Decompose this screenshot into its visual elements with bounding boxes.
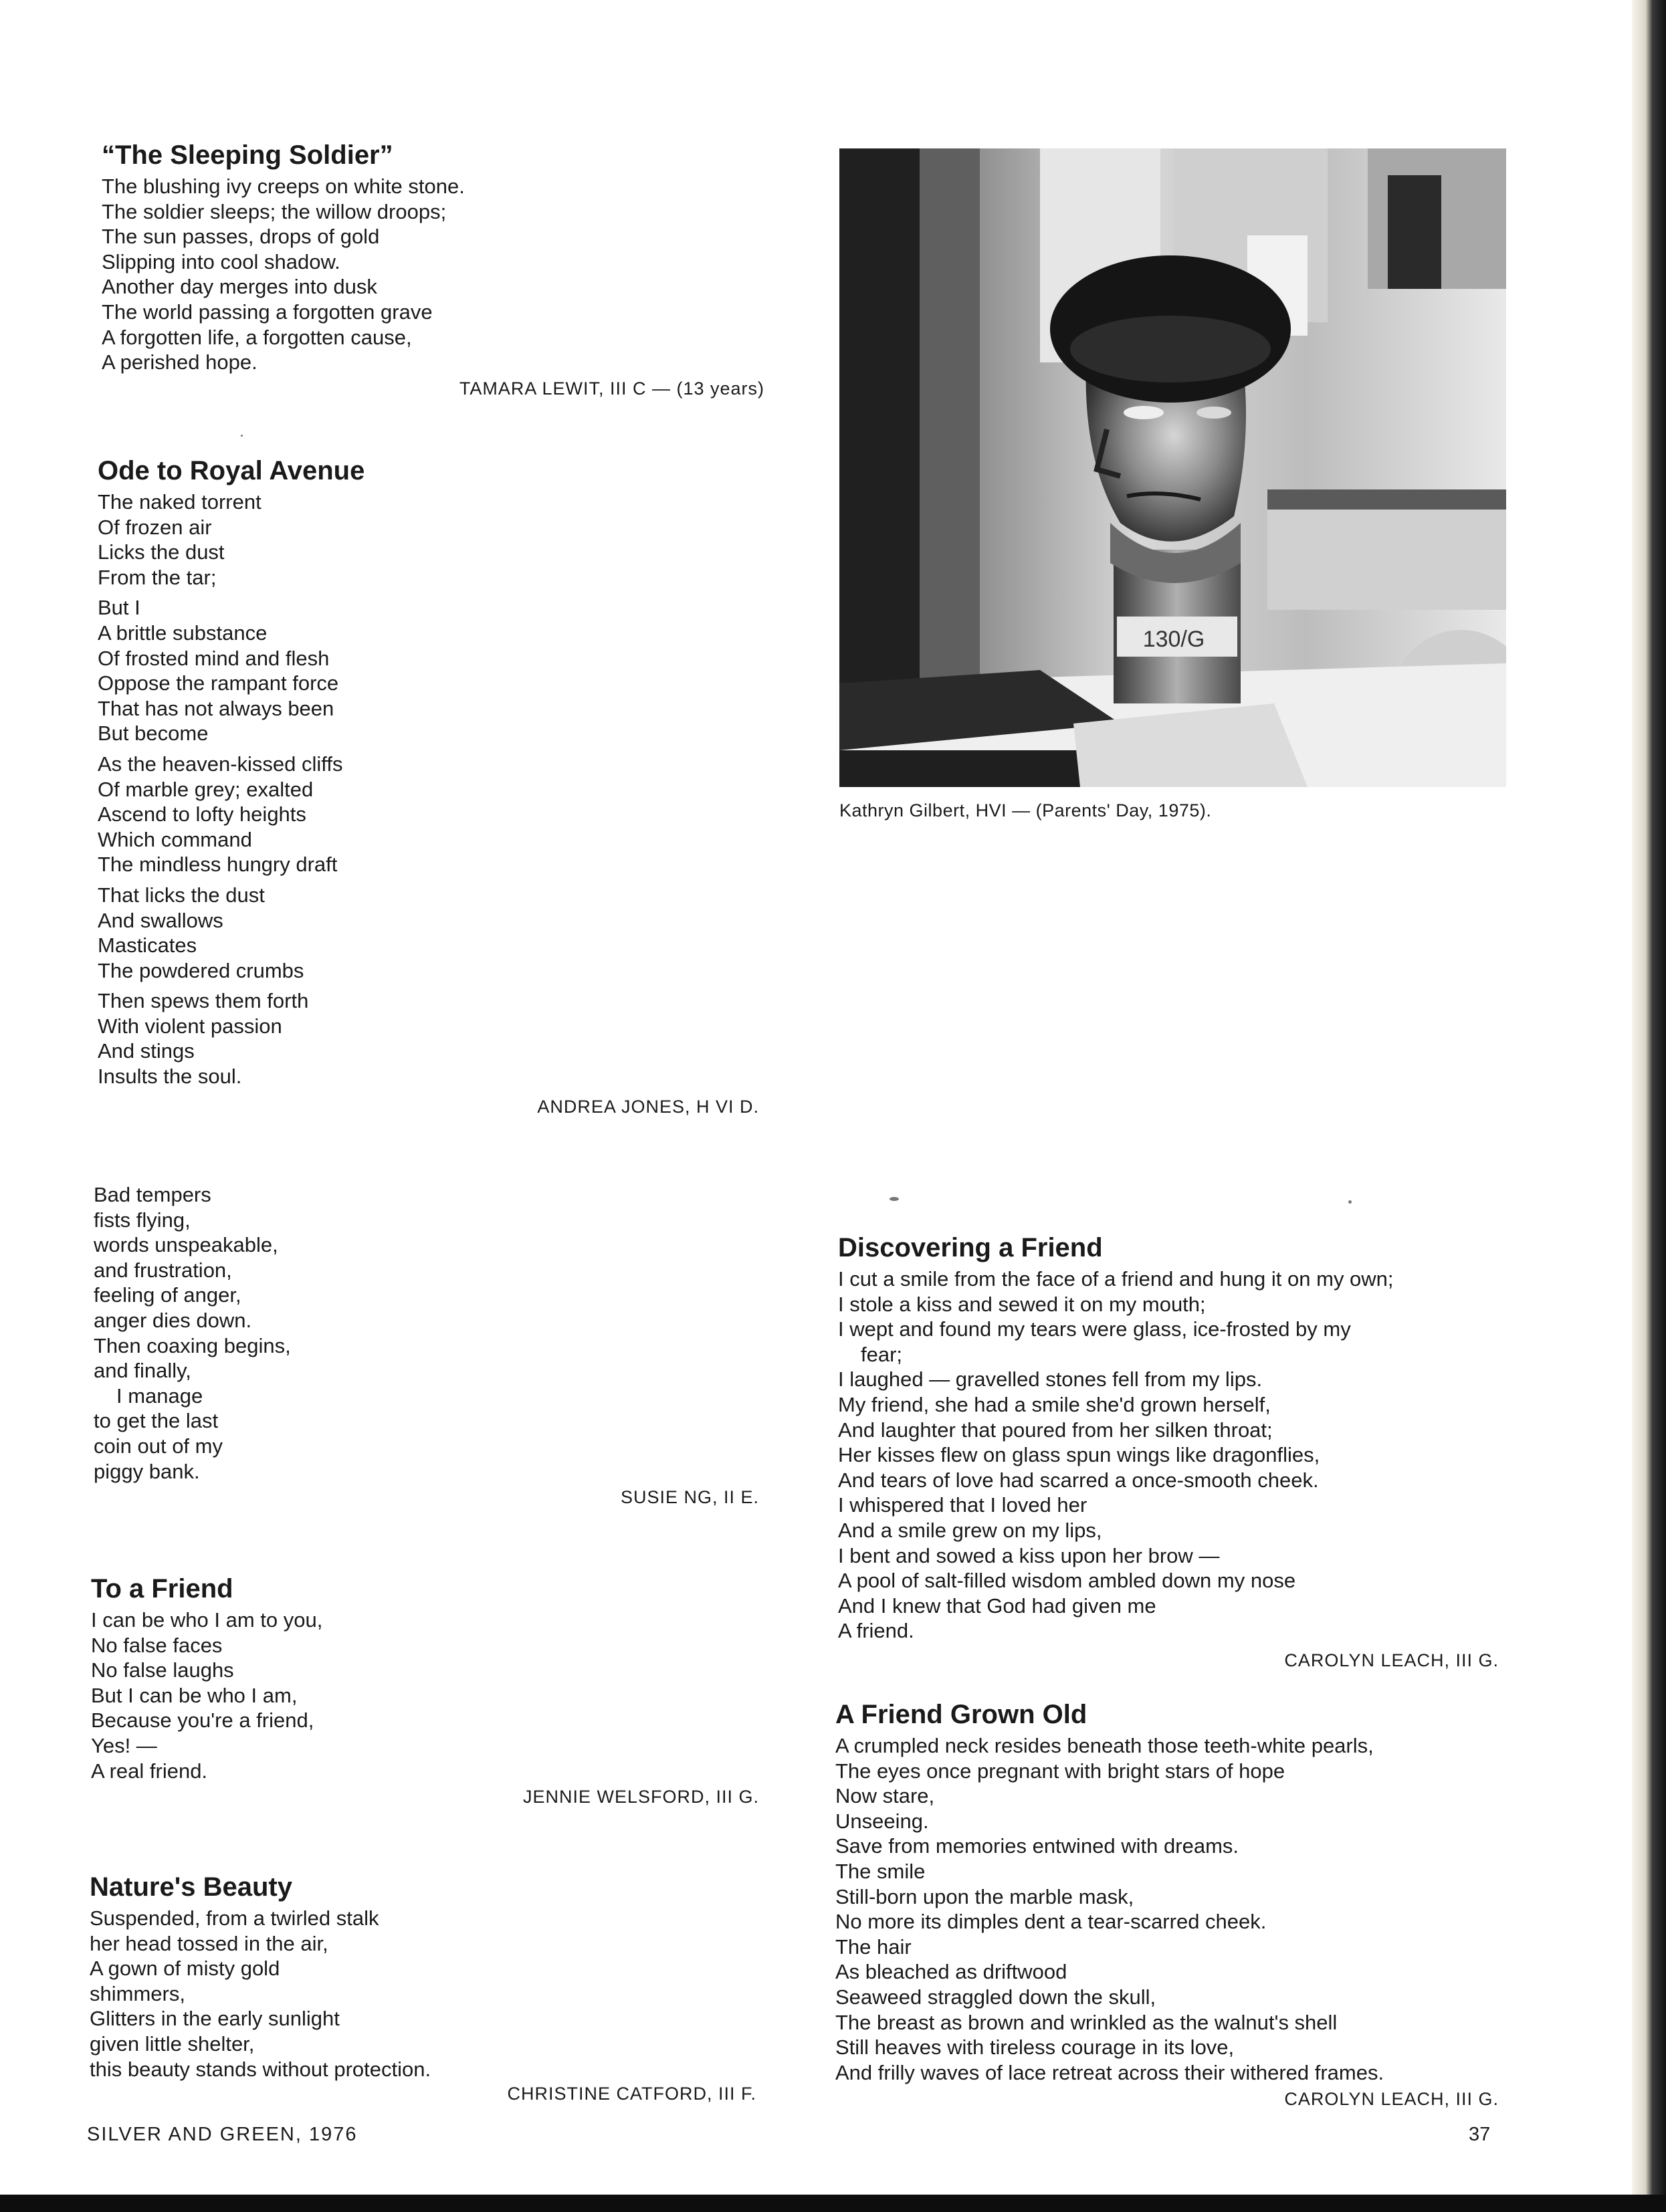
poem-line: And swallows xyxy=(98,908,223,932)
poem-line: And stings xyxy=(98,1039,195,1063)
poem-line: Because you're a friend, xyxy=(91,1708,314,1733)
page-bottom-edge xyxy=(0,2195,1666,2212)
poem-line: Unseeing. xyxy=(835,1809,929,1833)
poem-line: Which command xyxy=(98,827,252,851)
poem-line: No more its dimples dent a tear-scarred cheek. xyxy=(835,1910,1267,1934)
poem-author: CHRISTINE CATFORD, III F. xyxy=(507,2084,756,2104)
poem-line: The eyes once pregnant with bright stars of hope xyxy=(835,1759,1285,1783)
poem-line: No false laughs xyxy=(91,1658,234,1682)
poem-title: Ode to Royal Avenue xyxy=(98,456,365,485)
poem-line: But I can be who I am, xyxy=(91,1683,298,1707)
poem-line: Suspended, from a twirled stalk xyxy=(90,1906,379,1930)
poem-line: Yes! — xyxy=(91,1733,157,1757)
poem-line: The smile xyxy=(835,1859,926,1883)
poem-line: Licks the dust xyxy=(98,540,225,564)
poem-line: I whispered that I loved her xyxy=(838,1493,1087,1517)
poem-line: A pool of salt-filled wisdom ambled down my nose xyxy=(838,1569,1296,1593)
poem-line: As bleached as driftwood xyxy=(835,1960,1067,1984)
poem-line: No false faces xyxy=(91,1633,223,1657)
photo-caption: Kathryn Gilbert, HVI — (Parents' Day, 1975). xyxy=(839,800,1212,820)
poem-body xyxy=(838,1266,1394,1644)
poem-line: Then coaxing begins, xyxy=(94,1333,291,1357)
print-speck xyxy=(1348,1200,1352,1204)
poem-line: A perished hope. xyxy=(102,350,257,374)
poem-line: A real friend. xyxy=(91,1759,208,1783)
poem-ode-royal-avenue xyxy=(98,455,365,1089)
poem-line: I stole a kiss and sewed it on my mouth; xyxy=(838,1292,1206,1316)
poem-line: I bent and sowed a kiss upon her brow — xyxy=(838,1543,1220,1567)
poem-title: “The Sleeping Soldier” xyxy=(102,140,393,170)
poem-line: The naked torrent xyxy=(98,490,262,514)
poem-line: and finally, xyxy=(94,1359,191,1383)
poem-author: ANDREA JONES, H VI D. xyxy=(537,1097,759,1117)
poem-author: JENNIE WELSFORD, III G. xyxy=(522,1787,759,1807)
poem-author: CAROLYN LEACH, III G. xyxy=(1284,1650,1499,1670)
photo-carved-head xyxy=(839,148,1506,787)
poem-line: Still heaves with tireless courage in its love, xyxy=(835,2035,1235,2060)
poem-discovering-a-friend xyxy=(838,1232,1394,1644)
poem-line: feeling of anger, xyxy=(94,1283,241,1307)
poem-body xyxy=(94,1182,291,1484)
poem-line: words unspeakable, xyxy=(94,1233,278,1257)
poem-to-a-friend xyxy=(91,1573,322,1783)
poem-line: A brittle substance xyxy=(98,621,268,645)
poem-line: The breast as brown and wrinkled as the walnut's shell xyxy=(835,2010,1338,2034)
poem-line: As the heaven-kissed cliffs xyxy=(98,752,343,776)
page-edge-shadow xyxy=(1632,0,1666,2212)
poem-line: fear; xyxy=(861,1342,903,1366)
poem-line: That licks the dust xyxy=(98,883,265,907)
poem-line: Of frosted mind and flesh xyxy=(98,646,330,670)
poem-title: A Friend Grown Old xyxy=(835,1700,1087,1729)
poem-line: But become xyxy=(98,722,209,746)
page-number: 37 xyxy=(1469,2124,1491,2145)
poem-author: SUSIE NG, II E. xyxy=(620,1487,759,1507)
poem-line: I can be who I am to you, xyxy=(91,1608,323,1632)
poem-body xyxy=(98,489,365,1089)
poem-line: given little shelter, xyxy=(90,2031,255,2056)
poem-author: TAMARA LEWIT, III C — (13 years) xyxy=(459,378,764,399)
poem-body xyxy=(90,1906,431,2082)
poem-line: And laughter that poured from her silken throat; xyxy=(838,1418,1273,1442)
poem-line: this beauty stands without protection. xyxy=(90,2057,431,2081)
poem-line: The soldier sleeps; the willow droops; xyxy=(102,199,447,223)
poem-body xyxy=(102,174,465,375)
poem-body xyxy=(91,1608,322,1783)
poem-line: But I xyxy=(98,596,140,620)
poem-line: Oppose the rampant force xyxy=(98,671,339,695)
poem-author: CAROLYN LEACH, III G. xyxy=(1284,2089,1499,2109)
poem-line: Slipping into cool shadow. xyxy=(102,249,340,273)
poem-line: The hair xyxy=(835,1934,912,1959)
poem-line: Masticates xyxy=(98,933,197,958)
poem-line: And tears of love had scarred a once-smooth cheek. xyxy=(838,1468,1319,1492)
poem-line: Then spews them forth xyxy=(98,989,309,1013)
poem-line: A gown of misty gold xyxy=(90,1957,280,1981)
poem-line: fists flying, xyxy=(94,1208,191,1232)
poem-line: coin out of my xyxy=(94,1434,223,1458)
poem-natures-beauty xyxy=(90,1871,431,2082)
poem-line: I wept and found my tears were glass, ice-frosted by my xyxy=(838,1317,1351,1341)
poem-line: Of frozen air xyxy=(98,515,212,539)
poem-line: Her kisses flew on glass spun wings like dragonflies, xyxy=(838,1443,1320,1467)
poem-line: A crumpled neck resides beneath those teeth-white pearls, xyxy=(835,1734,1374,1757)
poem-body xyxy=(835,1733,1384,2085)
poem-title: To a Friend xyxy=(91,1574,233,1603)
poem-line: I manage xyxy=(116,1384,203,1408)
poem-line: And I knew that God had given me xyxy=(838,1593,1156,1618)
poem-line: Of marble grey; exalted xyxy=(98,777,314,801)
poem-line: And a smile grew on my lips, xyxy=(838,1518,1102,1542)
poem-title: Discovering a Friend xyxy=(838,1233,1103,1262)
poem-line: Now stare, xyxy=(835,1784,935,1808)
poem-untitled xyxy=(94,1182,291,1484)
poem-line: piggy bank. xyxy=(94,1459,200,1483)
poem-line: anger dies down. xyxy=(94,1308,252,1332)
poem-line: Save from memories entwined with dreams. xyxy=(835,1834,1239,1858)
poem-line: I cut a smile from the face of a friend and hung it on my own; xyxy=(838,1267,1394,1291)
poem-a-friend-grown-old xyxy=(835,1698,1384,2085)
poem-line: The sun passes, drops of gold xyxy=(102,225,380,249)
poem-line: A friend. xyxy=(838,1619,914,1643)
poem-line: I laughed — gravelled stones fell from my lips. xyxy=(838,1367,1263,1392)
poem-line: Ascend to lofty heights xyxy=(98,802,306,826)
poem-line: Insults the soul. xyxy=(98,1065,242,1089)
poem-line: The blushing ivy creeps on white stone. xyxy=(102,175,465,198)
poem-line: That has not always been xyxy=(98,696,334,720)
poem-sleeping-soldier xyxy=(102,139,465,375)
poem-line: A forgotten life, a forgotten cause, xyxy=(102,325,412,349)
publication-footer: SILVER AND GREEN, 1976 xyxy=(87,2124,358,2145)
poem-line: Glitters in the early sunlight xyxy=(90,2007,340,2031)
poem-line: With violent passion xyxy=(98,1014,282,1038)
print-speck xyxy=(890,1197,899,1201)
poem-line: From the tar; xyxy=(98,565,217,589)
poem-line: Seaweed straggled down the skull, xyxy=(835,1985,1156,2009)
specimen-label: 130/G xyxy=(1142,627,1205,652)
poem-line: Bad tempers xyxy=(94,1183,211,1206)
poem-line: shimmers, xyxy=(90,1981,185,2005)
poem-line: The powdered crumbs xyxy=(98,958,304,982)
print-speck xyxy=(241,435,243,437)
poem-line: And frilly waves of lace retreat across their withered frames. xyxy=(835,2060,1384,2084)
poem-line: My friend, she had a smile she'd grown herself, xyxy=(838,1392,1271,1416)
poem-line: The world passing a forgotten grave xyxy=(102,300,433,324)
poem-line: Still-born upon the marble mask, xyxy=(835,1884,1134,1908)
poem-line: The mindless hungry draft xyxy=(98,853,338,877)
poem-line: Another day merges into dusk xyxy=(102,275,377,299)
poem-line: to get the last xyxy=(94,1409,219,1433)
poem-line: her head tossed in the air, xyxy=(90,1931,328,1955)
poem-title: Nature's Beauty xyxy=(90,1872,292,1902)
poem-line: and frustration, xyxy=(94,1258,232,1282)
